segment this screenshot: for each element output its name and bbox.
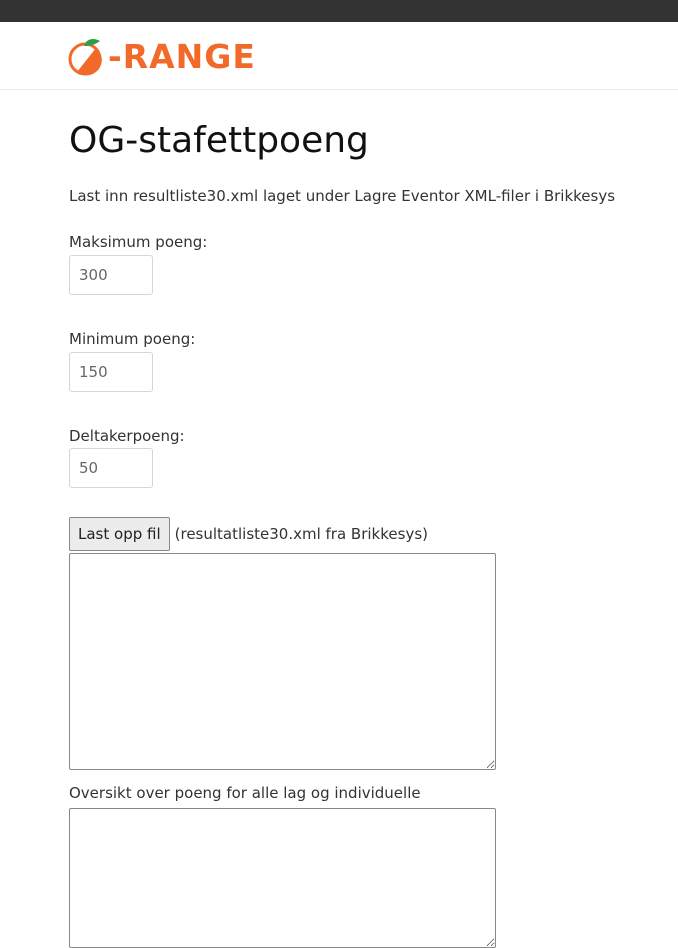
orange-ball-icon xyxy=(67,37,107,77)
upload-row xyxy=(69,517,428,551)
logo-text: -RANGE xyxy=(108,37,256,76)
intro-text: Last inn resultliste30.xml laget under Lagre Eventor XML-filer i Brikkesys xyxy=(69,187,616,205)
upload-file-button[interactable]: Last opp fil xyxy=(69,517,170,551)
max-points-input[interactable] xyxy=(69,255,153,295)
min-points-input[interactable] xyxy=(69,352,153,392)
overview-textarea[interactable] xyxy=(69,808,496,948)
top-bar xyxy=(0,0,678,22)
overview-label: Oversikt over poeng for alle lag og individuelle xyxy=(69,784,421,802)
min-points-label: Minimum poeng: xyxy=(69,330,196,348)
site-logo[interactable] xyxy=(67,37,256,77)
upload-hint: (resultatliste30.xml fra Brikkesys) xyxy=(174,525,428,543)
site-header xyxy=(0,22,678,90)
max-points-label: Maksimum poeng: xyxy=(69,233,208,251)
participant-points-input[interactable] xyxy=(69,448,153,488)
participant-points-label: Deltakerpoeng: xyxy=(69,427,185,445)
page-title: OG-stafettpoeng xyxy=(69,120,369,161)
xml-input-textarea[interactable] xyxy=(69,553,496,770)
